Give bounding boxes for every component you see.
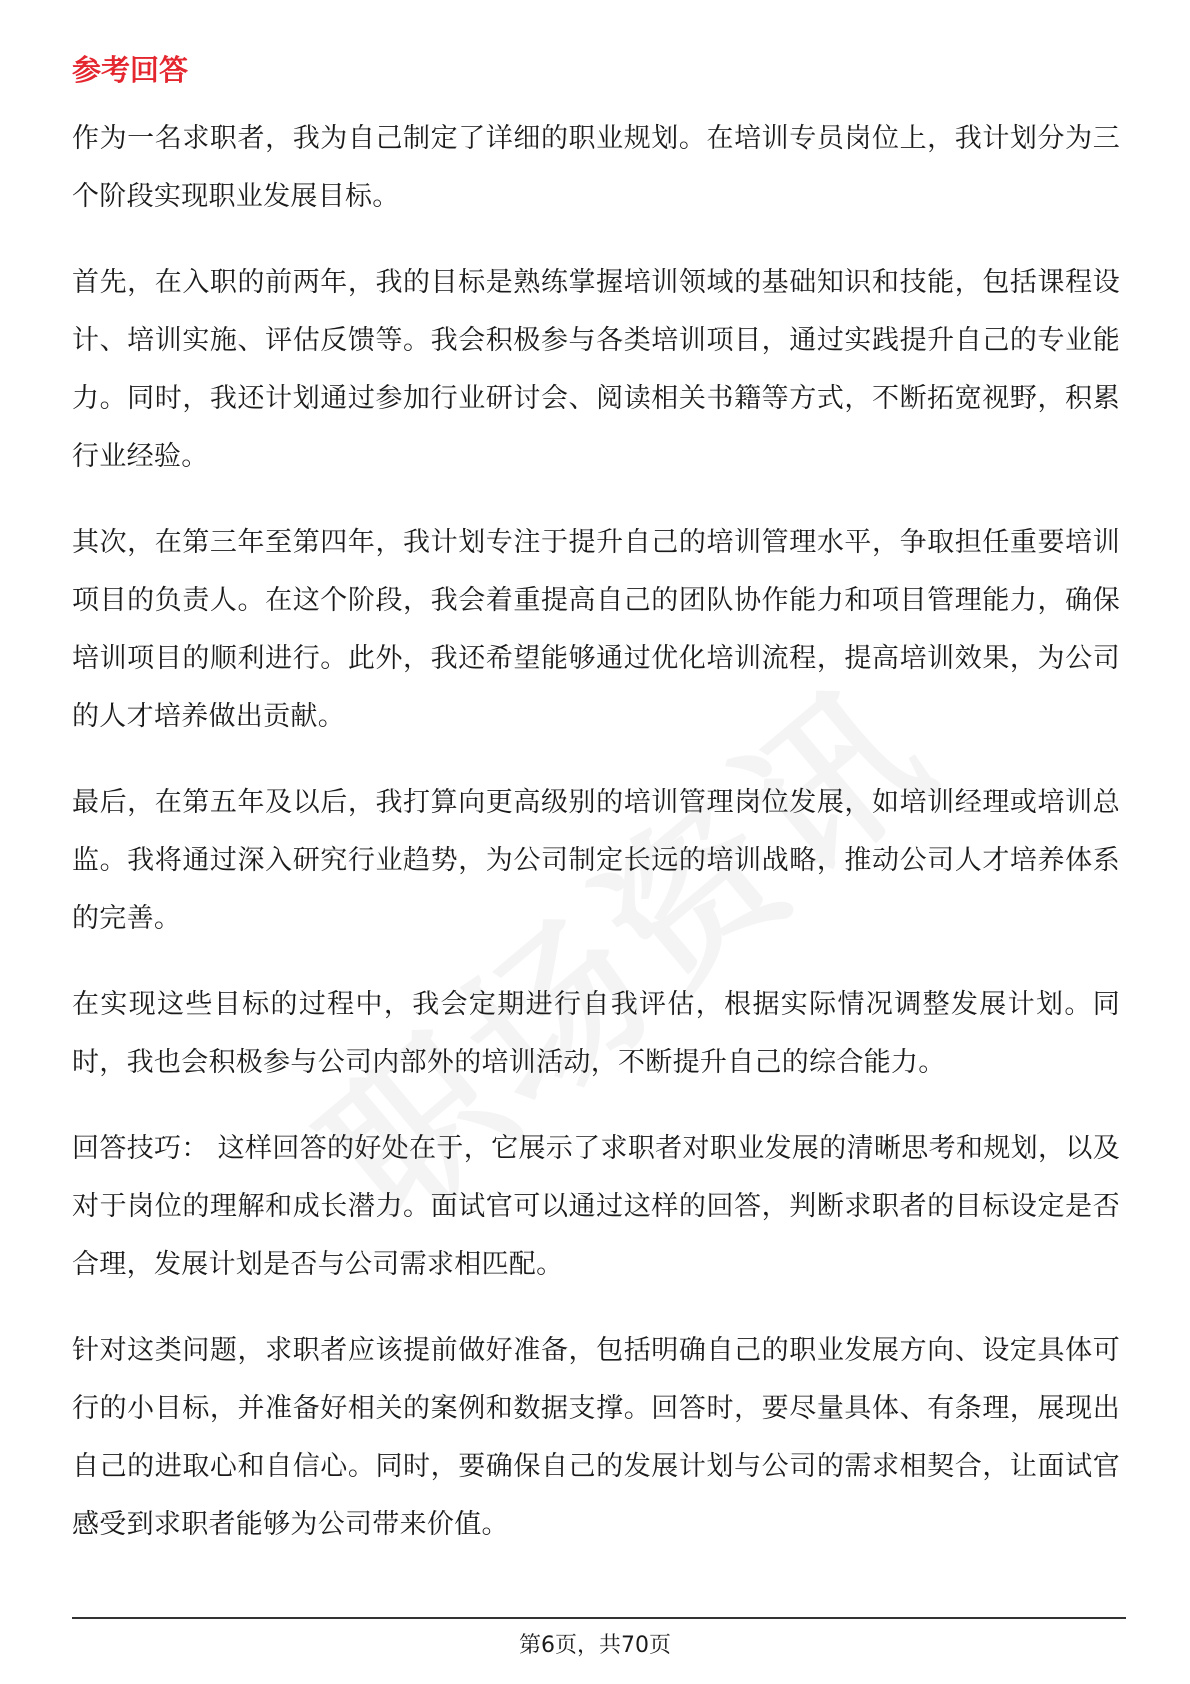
paragraph-stage-two: 其次，在第三年至第四年，我计划专注于提升自己的培训管理水平，争取担任重要培训项目的负责人。在这个阶段，我会着重提高自己的团队协作能力和项目管理能力，确保培训项目的顺利进行。此外，我还希望能够通过优化培训流程，提高培训效果，为公司的人才培养做出贡献。 — [72, 527, 1120, 732]
footer-divider — [72, 1617, 1126, 1619]
paragraph-answer-tips: 回答技巧： 这样回答的好处在于，它展示了求职者对职业发展的清晰思考和规划，以及对于岗位的理解和成长潜力。面试官可以通过这样的回答，判断求职者的目标设定是否合理，发展计划是否与公司需求相匹配。 — [72, 1133, 1120, 1280]
paragraph-preparation: 针对这类问题，求职者应该提前做好准备，包括明确自己的职业发展方向、设定具体可行的小目标，并准备好相关的案例和数据支撑。回答时，要尽量具体、有条理，展现出自己的进取心和自信心。同时，要确保自己的发展计划与公司的需求相契合，让面试官感受到求职者能够为公司带来价值。 — [72, 1335, 1120, 1540]
paragraph-self-evaluation: 在实现这些目标的过程中，我会定期进行自我评估，根据实际情况调整发展计划。同时，我也会积极参与公司内部外的培训活动，不断提升自己的综合能力。 — [72, 989, 1120, 1078]
document-body — [72, 44, 1120, 1582]
section-heading: 参考回答 — [72, 53, 189, 87]
paragraph-stage-one: 首先，在入职的前两年，我的目标是熟练掌握培训领域的基础知识和技能，包括课程设计、培训实施、评估反馈等。我会积极参与各类培训项目，通过实践提升自己的专业能力。同时，我还计划通过参加行业研讨会、阅读相关书籍等方式，不断拓宽视野，积累行业经验。 — [72, 267, 1120, 472]
paragraph-stage-three: 最后，在第五年及以后，我打算向更高级别的培训管理岗位发展，如培训经理或培训总监。我将通过深入研究行业趋势，为公司制定长远的培训战略，推动公司人才培养体系的完善。 — [72, 787, 1120, 934]
paragraph-intro: 作为一名求职者，我为自己制定了详细的职业规划。在培训专员岗位上，我计划分为三个阶段实现职业发展目标。 — [72, 123, 1120, 212]
page-number: 第6页，共70页 — [519, 1633, 671, 1658]
